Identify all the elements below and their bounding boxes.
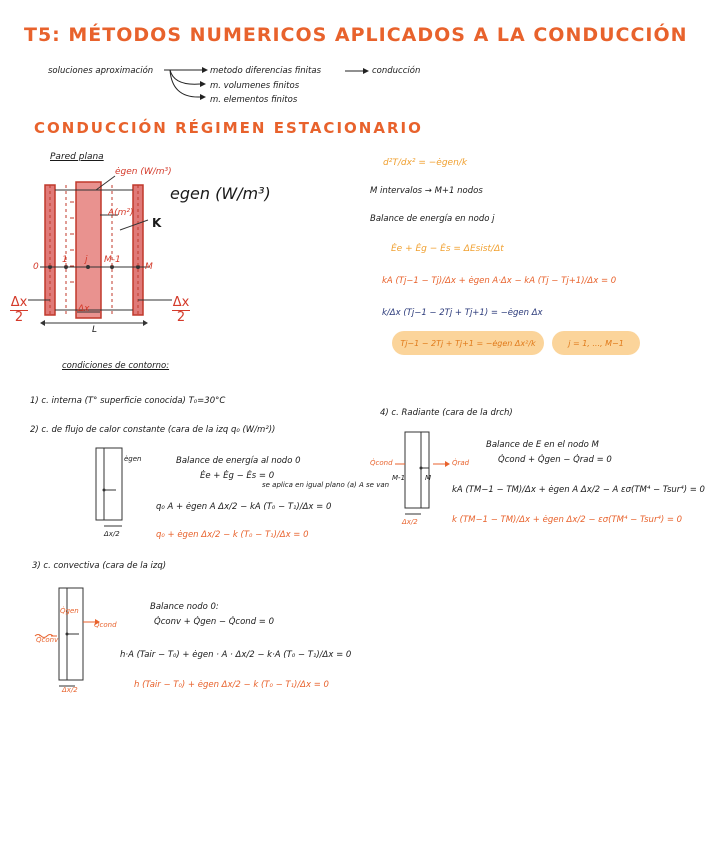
intervals-text: M intervalos → M+1 nodos (370, 186, 483, 196)
cond3-qconv: Q̇conv (36, 636, 59, 644)
balance-text: Balance de energía en nodo j (370, 214, 495, 224)
wall-dx: Δx (78, 304, 90, 314)
half-dx-left: Δx 2 (10, 295, 28, 325)
cond3-dx: Δx/2 (62, 686, 78, 694)
cond-1: 1) c. interna (T° superficie conocida) T₀=30°C (30, 396, 226, 406)
cond3-eq3: h (Tair − T₀) + ėgen Δx/2 − k (T₀ − T₁)/Δx = 0 (134, 680, 329, 690)
highlight-node-eq: Tj−1 − 2Tj + Tj+1 = −ėgen Δx²/k (392, 331, 544, 355)
cond3-eq1: Q̇conv + Q̇gen − Q̇cond = 0 (154, 617, 275, 627)
cond4-qrad: Q̇rad (452, 459, 470, 467)
node-j-label: j (85, 255, 88, 265)
node-m1-label: M-1 (104, 255, 121, 265)
wall-k: K (152, 216, 162, 230)
intro-soluciones: soluciones aproximación (48, 66, 154, 76)
wall-egen-small: ėgen (W/m³) (115, 167, 172, 177)
eq-ka: kA (Tj−1 − Tj)/Δx + ėgen A·Δx − kA (Tj − Tj+1)/Δx = 0 (382, 276, 617, 286)
section-title: CONDUCCIÓN RÉGIMEN ESTACIONARIO (34, 119, 423, 137)
intro-arrows (160, 64, 210, 104)
cond2-eq3: q₀ + ėgen Δx/2 − k (T₀ − T₁)/Δx = 0 (156, 530, 309, 540)
half-dx-right: Δx 2 (172, 295, 190, 325)
cond2-dx: Δx/2 (104, 530, 120, 538)
cond3-eq2: h·A (Tair − T₀) + ėgen · A · Δx/2 − k·A (T₀ − T₁)/Δx = 0 (120, 650, 352, 660)
cond4-m: M (425, 474, 432, 482)
cond-2: 2) c. de flujo de calor constante (cara de la izq q₀ (W/m²)) (30, 425, 276, 435)
cond2-egen: ėgen (124, 455, 142, 463)
eq-diff: d²T/dx² = −ėgen/k (383, 158, 468, 168)
cond4-m1: M-1 (392, 474, 406, 482)
eq-energy-balance: Ėe + Ėg − Ės = ΔEsist/Δt (391, 244, 504, 254)
cond2-balance: Balance de energía al nodo 0 (176, 456, 301, 466)
eq-reduced: k/Δx (Tj−1 − 2Tj + Tj+1) = −ėgen Δx (382, 308, 543, 318)
cond3-balance: Balance nodo 0: (150, 602, 219, 612)
wall-label: Pared plana (50, 152, 104, 162)
highlight-node-range: j = 1, ..., M−1 (552, 331, 640, 355)
cond4-dx: Δx/2 (402, 518, 418, 526)
wall-egen-big: egen (W/m³) (170, 184, 271, 203)
wall-length: L (92, 325, 98, 335)
cond4-eq1: Q̇cond + Q̇gen − Q̇rad = 0 (498, 455, 612, 465)
node-1-label: 1 (62, 255, 68, 265)
cond4-qcond: Q̇cond (370, 459, 393, 467)
node-m-label: M (145, 262, 153, 272)
cond4-diagram (395, 430, 475, 520)
cond4-eq2: kA (TM−1 − TM)/Δx + ėgen A Δx/2 − A εσ(TM⁴ − Tsur⁴) = 0 (452, 485, 705, 495)
cond4-balance: Balance de E en el nodo M (486, 440, 599, 450)
page-title: T5: MÉTODOS NUMERICOS APLICADOS A LA CONDUCCIÓN (24, 24, 688, 46)
method-3: m. elementos finitos (210, 95, 298, 105)
arrow-to-conduccion (345, 66, 371, 76)
cond-3: 3) c. convectiva (cara de la izq) (32, 561, 167, 571)
cond2-eq1: Ėe + Ėg − Ės = 0 (200, 471, 275, 481)
intro-conduccion: conducción (372, 66, 421, 76)
wall-area: A(m²) (108, 208, 134, 218)
method-1: metodo diferencias finitas (210, 66, 322, 76)
cond3-qgen: Q̇gen (60, 607, 79, 615)
cond3-qcond: Q̇cond (94, 621, 117, 629)
node-0-label: 0 (33, 262, 39, 272)
contour-heading: condiciones de contorno: (62, 361, 170, 371)
cond2-note: se aplica en igual plano (a) A se van (262, 481, 390, 489)
cond-4: 4) c. Radiante (cara de la drch) (380, 408, 513, 418)
method-2: m. volumenes finitos (210, 81, 300, 91)
cond2-eq2: q₀ A + ėgen A Δx/2 − kA (T₀ − T₁)/Δx = 0 (156, 502, 332, 512)
cond4-eq3: k (TM−1 − TM)/Δx + ėgen Δx/2 − εσ(TM⁴ − Tsur⁴) = 0 (452, 515, 683, 525)
